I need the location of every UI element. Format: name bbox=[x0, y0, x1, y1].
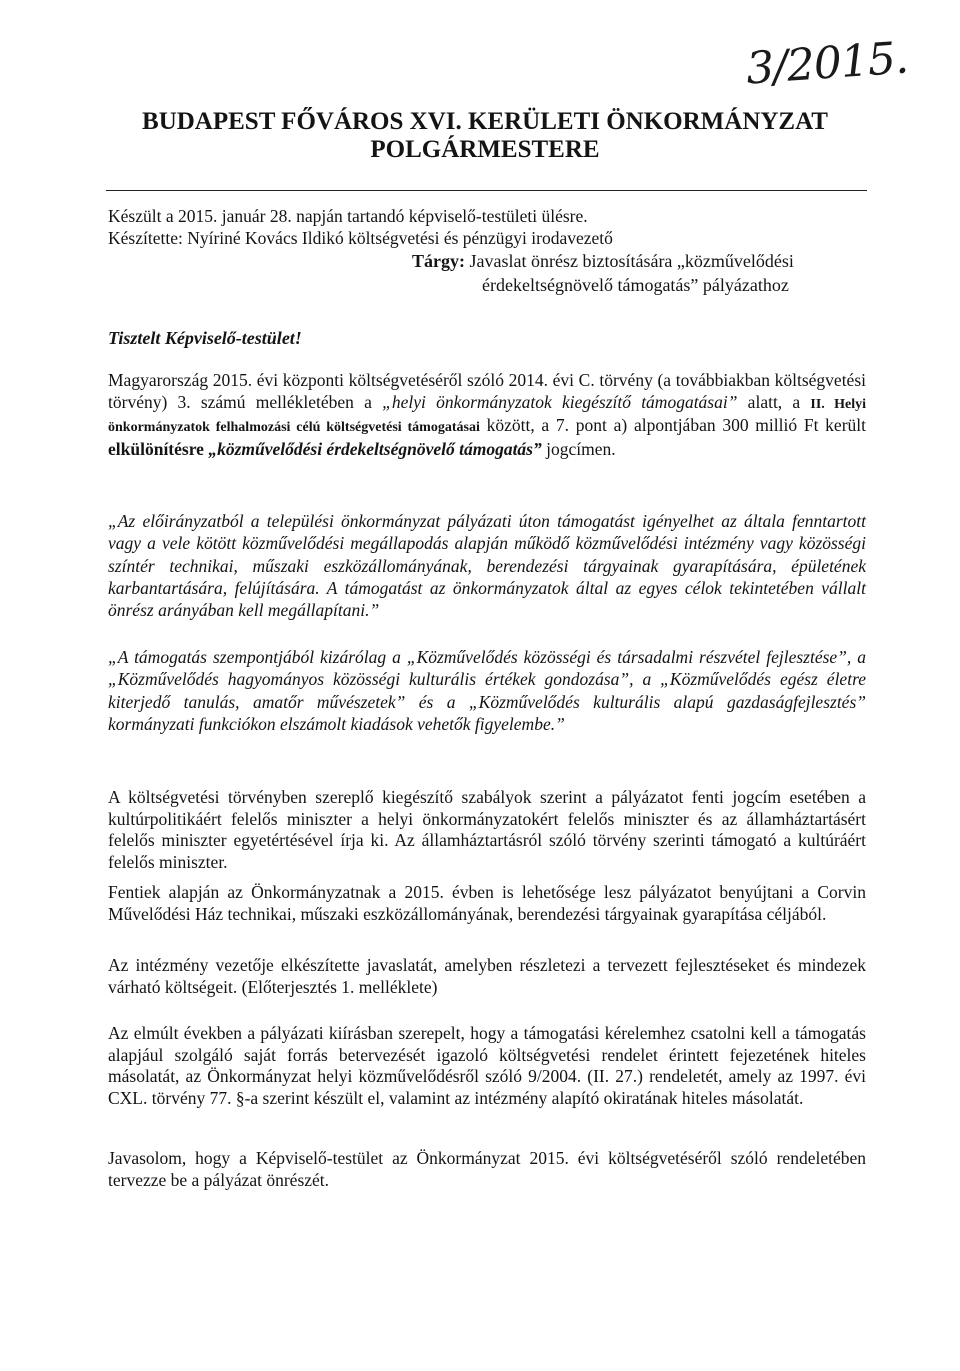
meta-prepared-by: Készítette: Nyíriné Kovács Ildikó költségvetési és pénzügyi irodavezető bbox=[108, 228, 613, 248]
p1-text-c: alatt, a bbox=[737, 391, 811, 412]
paragraph-recommendation: Javasolom, hogy a Képviselő-testület az Önkormányzat 2015. évi költségvetéséről szóló rendeletében tervezze be a pályázat önrészét. bbox=[108, 1148, 866, 1190]
subject-line-1: Javaslat önrész biztosítására „közművelődési bbox=[469, 251, 794, 271]
paragraph-legal-basis bbox=[108, 370, 866, 460]
quote-eligible-expenses: „A támogatás szempontjából kizárólag a „Közművelődés közösségi és társadalmi részvétel fejlesztése”, a „Közművelődés hagyományos közösségi kulturális értékek gondozása”, a „Közművelődés egész életre kiterjedő tanulás, amatőr művészetek” és a „Közművelődés kulturális alapú gazdaságfejlesztés” kormányzati funkciókon elszámolt kiadások vehetők figyelembe.” bbox=[108, 647, 866, 734]
p1-text-a: Magyarország 2015. évi központi költségvetéséről szóló 2014. évi C. törvény (a továbbiakban költségvetési törvény) 3. számú mellékletében a bbox=[108, 370, 866, 412]
greeting: Tisztelt Képviselő-testület! bbox=[108, 328, 302, 348]
header-title: BUDAPEST FŐVÁROS XVI. KERÜLETI ÖNKORMÁNYZAT bbox=[142, 108, 828, 135]
p1-text-i: jogcímen. bbox=[541, 438, 616, 459]
header-subtitle: POLGÁRMESTERE bbox=[370, 136, 600, 163]
paragraph-rules: A költségvetési törvényben szereplő kiegészítő szabályok szerint a pályázatot fenti jogcím esetében a kultúrpolitikáért felelős miniszter a helyi önkormányzatokért felelős miniszter és az államháztartásért felelős miniszter egyetértésével írja ki. Az államháztartásról szóló törvény szerinti támogató a kultúráért felelős miniszter. bbox=[108, 787, 866, 872]
header-divider bbox=[106, 190, 867, 191]
subject-label: Tárgy: bbox=[412, 251, 465, 271]
p1-bold-section: II. Helyi önkormányzatok felhalmozási célú költségvetési támogatásai bbox=[108, 396, 867, 435]
quote-grant-conditions: „Az előirányzatból a települési önkormányzat pályázati úton támogatást igényelhet az általa fenntartott vagy a vele kötött közművelődési megállapodás alapján működő közművelődési intézmény vagy közösségi színtér technikai, műszaki eszközállományának, berendezési tárgyainak gyarapítására, épületének karbantartására, felújítására. A támogatást az önkormányzatok által az egyes célok tekintetében vállalt önrész arányában kell megállapítani.” bbox=[108, 511, 866, 621]
subject-block bbox=[412, 249, 794, 297]
p1-bold-italic-title: „közművelődési érdekeltségnövelő támogatás” bbox=[208, 438, 542, 459]
p1-italic-title: „helyi önkormányzatok kiegészítő támogatásai” bbox=[382, 391, 738, 412]
paragraph-opportunity: Fentiek alapján az Önkormányzatnak a 2015. évben is lehetősége lesz pályázatot benyújtani a Corvin Művelődési Ház technikai, műszaki eszközállományának, berendezési tárgyainak gyarapítása céljából. bbox=[108, 882, 866, 924]
handwritten-document-number: 3/2015. bbox=[744, 32, 910, 95]
p1-bold-allocation: elkülönítésre bbox=[108, 438, 204, 459]
paragraph-proposal: Az intézmény vezetője elkészítette javaslatát, amelyben részletezi a tervezett fejlesztéseket és mindezek várható költségeit. (Előterjesztés 1. melléklete) bbox=[108, 955, 866, 997]
subject-line-2: érdekeltségnövelő támogatás” pályázathoz bbox=[482, 275, 789, 295]
paragraph-requirements: Az elmúlt években a pályázati kiírásban szerepelt, hogy a támogatási kérelemhez csatolni kell a támogatás alapjául szolgáló saját forrás betervezését igazoló költségvetési rendelet érintett fejezetének hiteles másolatát, az Önkormányzat helyi közművelődésről szóló 9/2004. (II. 27.) rendeletét, amely az 1997. évi CXL. törvény 77. §-a szerint készült el, valamint az intézmény alapító okiratának hiteles másolatát. bbox=[108, 1023, 866, 1108]
p1-text-e: között, a 7. pont a) alpontjában 300 millió Ft került bbox=[479, 415, 866, 435]
meta-prepared-for: Készült a 2015. január 28. napján tartandó képviselő-testületi ülésre. bbox=[108, 206, 588, 226]
